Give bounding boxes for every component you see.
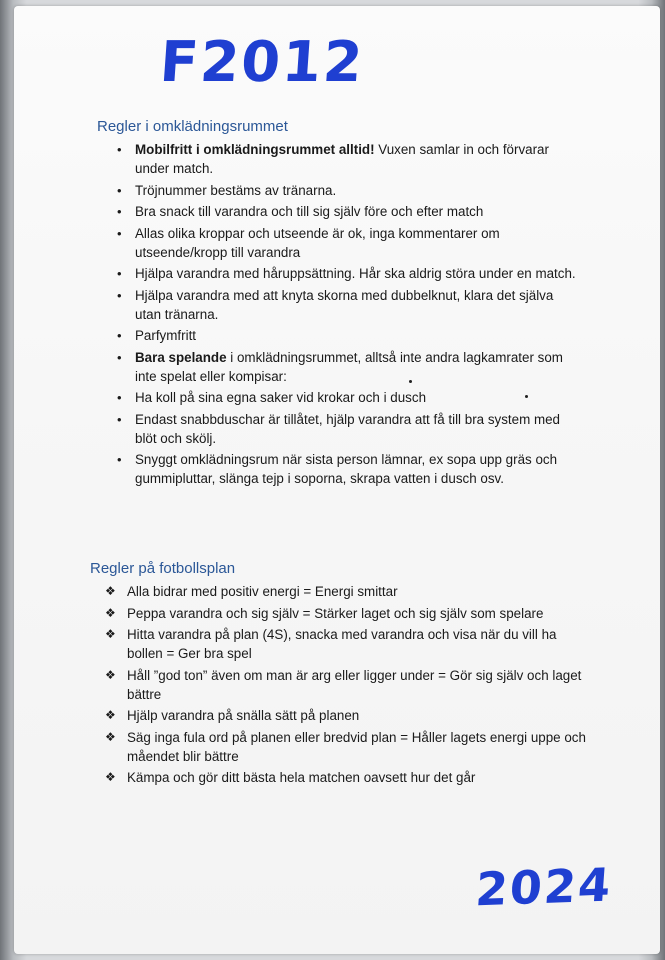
list-item: • Hjälpa varandra med håruppsättning. Hår ska aldrig störa under en match. bbox=[113, 264, 583, 283]
list-item: ❖ Alla bidrar med positiv energi = Energi smittar bbox=[105, 582, 595, 601]
list-item: ❖ Hjälp varandra på snälla sätt på planen bbox=[105, 706, 595, 725]
speck bbox=[409, 380, 412, 383]
list-item: • Tröjnummer bestäms av tränarna. bbox=[113, 181, 583, 200]
list-item: • Bara spelande i omklädningsrummet, alltså inte andra lagkamrater som inte spelat eller kompisar: bbox=[113, 348, 583, 386]
list-item: • Hjälpa varandra med att knyta skorna med dubbelknut, klara det själva utan tränarna. bbox=[113, 286, 583, 324]
locker-room-rules-heading: Regler i omklädningsrummet bbox=[97, 118, 288, 135]
list-item: • Allas olika kroppar och utseende är ok, inga kommentarer om utseende/kropp till varandra bbox=[113, 224, 583, 262]
list-item: ❖ Säg inga fula ord på planen eller bredvid plan = Håller lagets energi uppe och måendet blir bättre bbox=[105, 728, 595, 766]
speck bbox=[525, 395, 528, 398]
list-item: • Endast snabbduschar är tillåtet, hjälp varandra att få till bra system med blöt och skölj. bbox=[113, 410, 583, 448]
field-rules-heading: Regler på fotbollsplan bbox=[90, 560, 236, 577]
field-rules-list bbox=[105, 582, 595, 790]
list-item: • Parfymfritt bbox=[113, 326, 583, 345]
list-item: ❖ Kämpa och gör ditt bästa hela matchen oavsett hur det går bbox=[105, 768, 595, 787]
handwritten-title: F2012 bbox=[157, 30, 367, 95]
list-item: • Ha koll på sina egna saker vid krokar och i dusch bbox=[113, 388, 583, 407]
locker-room-rules-list bbox=[113, 140, 583, 491]
handwritten-year: 2024 bbox=[473, 857, 615, 917]
list-item: ❖ Håll ”god ton” även om man är arg eller ligger under = Gör sig själv och laget bättre bbox=[105, 666, 595, 704]
list-item: • Snyggt omklädningsrum när sista person lämnar, ex sopa upp gräs och gummipluttar, slänga tejp i soporna, skrapa vatten i dusch osv. bbox=[113, 450, 583, 488]
list-item: • Bra snack till varandra och till sig själv före och efter match bbox=[113, 202, 583, 221]
list-item: ❖ Hitta varandra på plan (4S), snacka med varandra och visa när du vill ha bollen = Ger bra spel bbox=[105, 625, 595, 663]
list-item: ❖ Peppa varandra och sig själv = Stärker laget och sig själv som spelare bbox=[105, 604, 595, 623]
list-item: • Mobilfritt i omklädningsrummet alltid! Vuxen samlar in och förvarar under match. bbox=[113, 140, 583, 178]
